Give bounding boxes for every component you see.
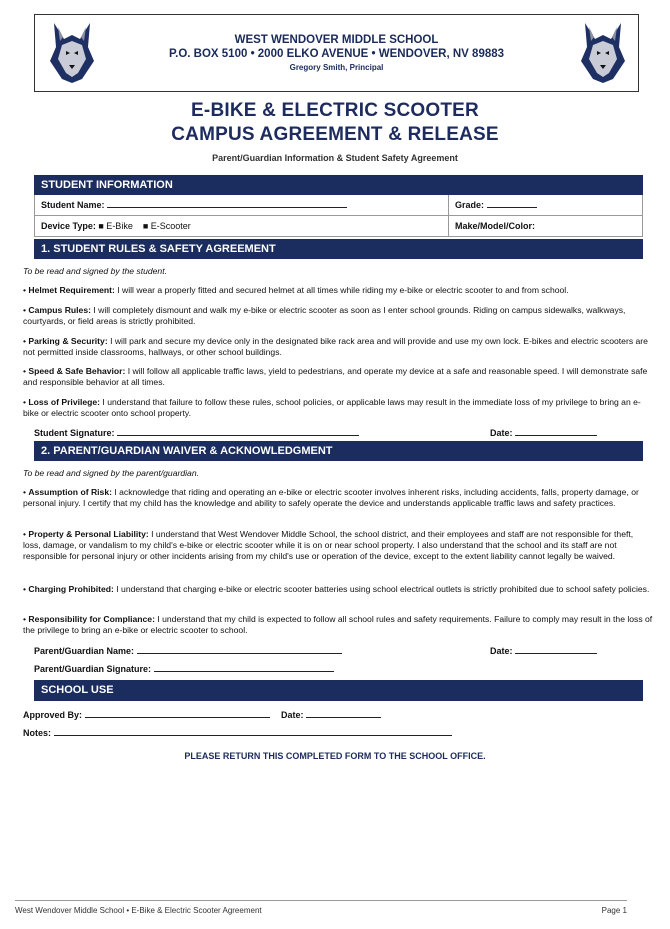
- approval-date-label: Date:: [281, 710, 304, 720]
- approved-by-label: Approved By:: [23, 710, 83, 720]
- student-date-label: Date:: [490, 428, 513, 438]
- grade-field[interactable]: [487, 198, 537, 208]
- grade-label: Grade:: [455, 200, 485, 210]
- list-item: • Assumption of Risk: I acknowledge that riding and operating an e-bike or electric scooter involves inherent risks, including accidents, falls, property damage, or personal injury. I certify that my child has the knowledge and ability to safely operate the device and understands applicable traffic laws and safety practices.: [23, 487, 639, 508]
- student-date: [490, 426, 597, 438]
- student-info-table: [34, 195, 643, 237]
- student-name-label: Student Name:: [41, 200, 105, 210]
- school-name: WEST WENDOVER MIDDLE SCHOOL: [234, 34, 439, 46]
- student-signature-field[interactable]: [117, 426, 359, 436]
- parent-name: [34, 644, 342, 656]
- device-type-label: Device Type:: [41, 221, 96, 231]
- make-model-label: Make/Model/Color:: [455, 221, 536, 231]
- parent-date-label: Date:: [490, 646, 513, 656]
- list-item: • Campus Rules: I will completely dismount and walk my e-bike or electric scooter as soon as I enter school grounds. Riding on campus sidewalks, walkways, courtyards, or field areas is strictly prohibited.: [23, 305, 626, 326]
- student-info-heading: STUDENT INFORMATION: [34, 175, 643, 195]
- page-footer: [15, 900, 627, 915]
- parent-signature-field[interactable]: [154, 662, 334, 672]
- section2-heading: 2. PARENT/GUARDIAN WAIVER & ACKNOWLEDGMENT: [34, 441, 643, 461]
- list-item: • Speed & Safe Behavior: I will follow all applicable traffic laws, yield to pedestrians, and operate my device at a safe and reasonable speed. I will demonstrate safe and responsible behavior at all times.: [23, 366, 648, 387]
- section1-instruction: To be read and signed by the student.: [23, 266, 167, 276]
- approval-date: [281, 708, 381, 720]
- student-date-field[interactable]: [515, 426, 597, 436]
- wolf-mascot-icon: [579, 21, 627, 85]
- approved-by: [23, 708, 270, 720]
- parent-name-label: Parent/Guardian Name:: [34, 646, 135, 656]
- section2-instruction: To be read and signed by the parent/guardian.: [23, 468, 199, 478]
- list-item: • Property & Personal Liability: I understand that West Wendover Middle School, the school district, and their employees and staff are not responsible for theft, loss, damage, or vandalism to my child's e-bike or electric scooter while it is on or near school property. I also understand that the school and its staff are not responsible for personal injury or other incidents arising from my child's use or operation of the device, except to the extent liability cannot legally be waived.: [23, 529, 634, 561]
- list-item: • Parking & Security: I will park and secure my device only in the designated bike rack area and will provide and use my own lock. E-bikes and electric scooters are not permitted inside classrooms, hallways, or other school buildings.: [23, 336, 648, 357]
- parent-signature-label: Parent/Guardian Signature:: [34, 664, 152, 674]
- parent-date: [490, 644, 597, 656]
- school-use-heading: SCHOOL USE: [34, 680, 643, 701]
- parent-name-field[interactable]: [137, 644, 342, 654]
- notes-label: Notes:: [23, 728, 52, 738]
- form-title-line1: E-BIKE & ELECTRIC SCOOTER: [191, 100, 479, 121]
- list-item: • Helmet Requirement: I will wear a properly fitted and secured helmet at all times while riding my e-bike or electric scooter to and from school.: [23, 285, 569, 295]
- list-item: • Responsibility for Compliance: I understand that my child is expected to follow all school rules and safety requirements. Failure to comply may result in the loss of the privilege to bring an e-bike or electric scooter to school.: [23, 614, 653, 635]
- form-subtitle: Parent/Guardian Information & Student Safety Agreement: [212, 153, 458, 163]
- return-instruction: PLEASE RETURN THIS COMPLETED FORM TO THE SCHOOL OFFICE.: [184, 751, 486, 761]
- notes: [23, 726, 452, 738]
- parent-signature: [34, 662, 334, 674]
- page-number: Page 1: [601, 906, 627, 915]
- school-address: P.O. BOX 5100 • 2000 ELKO AVENUE • WENDOVER, NV 89883: [168, 48, 505, 60]
- form-title-line2: CAMPUS AGREEMENT & RELEASE: [171, 124, 499, 145]
- parent-date-field[interactable]: [515, 644, 597, 654]
- principal-name: Gregory Smith, Principal: [289, 63, 384, 72]
- approved-by-field[interactable]: [85, 708, 270, 718]
- section1-heading: 1. STUDENT RULES & SAFETY AGREEMENT: [34, 239, 643, 259]
- table-row: [34, 216, 643, 237]
- student-name-field[interactable]: [107, 198, 347, 208]
- footer-left-text: West Wendover Middle School • E-Bike & Electric Scooter Agreement: [15, 906, 262, 915]
- escooter-checkbox[interactable]: ■ E-Scooter: [142, 221, 191, 231]
- student-signature-label: Student Signature:: [34, 428, 115, 438]
- ebike-checkbox[interactable]: ■ E-Bike: [98, 221, 133, 231]
- table-row: [34, 195, 643, 216]
- student-signature: [34, 426, 359, 438]
- list-item: • Charging Prohibited: I understand that charging e-bike or electric scooter batteries using school electrical outlets is strictly prohibited due to school safety policies.: [23, 584, 650, 594]
- list-item: • Loss of Privilege: I understand that failure to follow these rules, school policies, or applicable laws may result in the immediate loss of my privilege to bring an e-bike or electric scooter onto school property.: [23, 397, 641, 418]
- letterhead: [34, 14, 639, 92]
- approval-date-field[interactable]: [306, 708, 381, 718]
- notes-field[interactable]: [54, 726, 452, 736]
